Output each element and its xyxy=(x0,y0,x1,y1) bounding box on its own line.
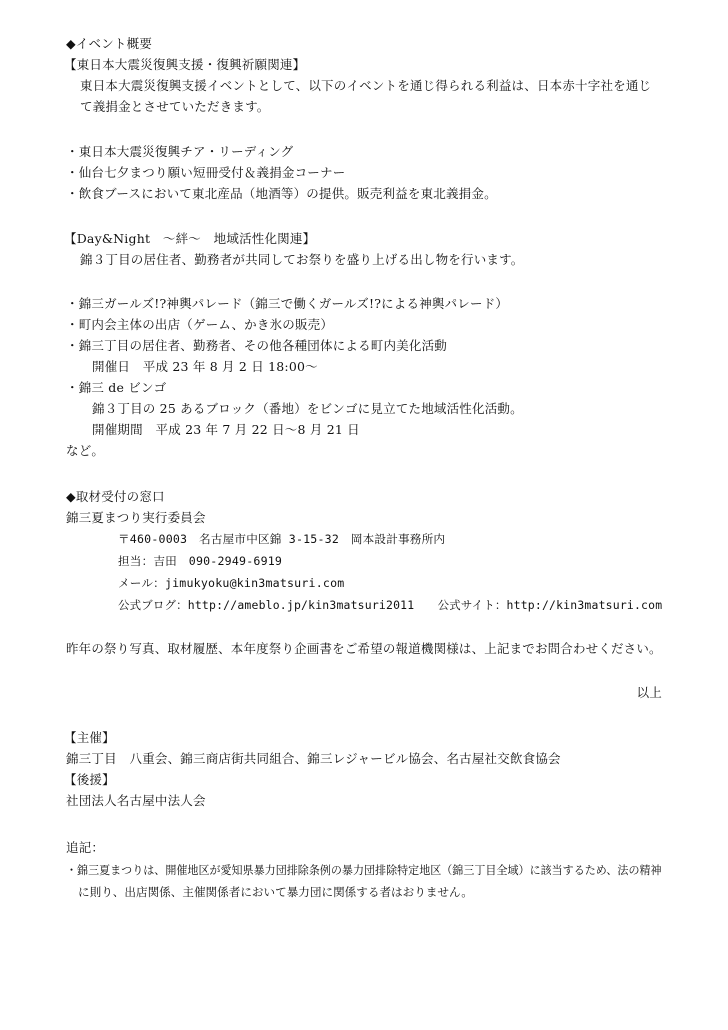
support-label: 【後援】 xyxy=(64,772,115,787)
support-description-line2: て義捐金とさせていただきます。 xyxy=(80,99,270,114)
bingo-period: 開催期間 平成 23 年 7 月 22 日～8 月 21 日 xyxy=(92,422,360,437)
daynight-item: ・町内会主体の出店（ゲーム、かき氷の販売） xyxy=(66,317,334,332)
daynight-description: 錦３丁目の居住者、勤務者が共同してお祭りを盛り上げる出し物を行います。 xyxy=(80,252,524,267)
postscript-label: 追記： xyxy=(66,840,105,855)
host-organizations: 錦三丁目 八重会、錦三商店街共同組合、錦三レジャービル協会、名古屋社交飲食協会 xyxy=(66,751,561,766)
postscript-line1: ・錦三夏まつりは、開催地区が愛知県暴力団排除条例の暴力団排除特定地区（錦三丁目全域）に該当するため、法の精神 xyxy=(66,863,662,877)
contact-websites: 公式ブログ：http://ameblo.jp/kin3matsuri2011 公式サイト：http://kin3matsuri.com xyxy=(118,598,663,612)
support-item: ・仙台七夕まつり願い短冊受付＆義捐金コーナー xyxy=(66,165,346,180)
postscript-line2: に則り、出店関係、主催関係者において暴力団に関係する者はおりません。 xyxy=(78,885,473,899)
contact-address: 〒460-0003 名古屋市中区錦 3-15-32 岡本設計事務所内 xyxy=(118,532,446,546)
closing-mark: 以上 xyxy=(636,685,662,700)
host-label: 【主催】 xyxy=(64,730,115,745)
bingo-title: ・錦三 de ビンゴ xyxy=(66,380,167,395)
support-section-title: 【東日本大震災復興支援・復興祈願関連】 xyxy=(64,57,306,72)
daynight-item: ・錦三丁目の居住者、勤務者、その他各種団体による町内美化活動 xyxy=(66,338,448,353)
daynight-item: ・錦三ガールズ!?神輿パレード（錦三で働くガールズ!?による神輿パレード） xyxy=(66,296,509,311)
organizing-committee: 錦三夏まつり実行委員会 xyxy=(66,510,206,525)
support-item: ・飲食ブースにおいて東北産品（地酒等）の提供。販売利益を東北義捐金。 xyxy=(66,186,497,201)
press-request: 昨年の祭り写真、取材履歴、本年度祭り企画書をご希望の報道機関様は、上記までお問合わせください。 xyxy=(66,641,662,656)
cleanup-date: 開催日 平成 23 年 8 月 2 日 18:00～ xyxy=(92,359,318,374)
bingo-description: 錦３丁目の 25 あるブロック（番地）をビンゴに見立てた地域活性化活動。 xyxy=(92,401,523,416)
etc-text: など。 xyxy=(66,443,105,458)
event-overview-heading: ◆イベント概要 xyxy=(66,36,153,51)
support-description-line1: 東日本大震災復興支援イベントとして、以下のイベントを通じ得られる利益は、日本赤十字社を通じ xyxy=(80,78,652,93)
daynight-section-title: 【Day&Night ～絆～ 地域活性化関連】 xyxy=(64,231,316,246)
support-item: ・東日本大震災復興チア・リーディング xyxy=(66,144,294,159)
support-organization: 社団法人名古屋中法人会 xyxy=(66,793,206,808)
contact-email: メール：jimukyoku@kin3matsuri.com xyxy=(118,576,345,590)
press-contact-heading: ◆取材受付の窓口 xyxy=(66,489,165,504)
contact-person: 担当：吉田 090-2949-6919 xyxy=(118,554,283,568)
